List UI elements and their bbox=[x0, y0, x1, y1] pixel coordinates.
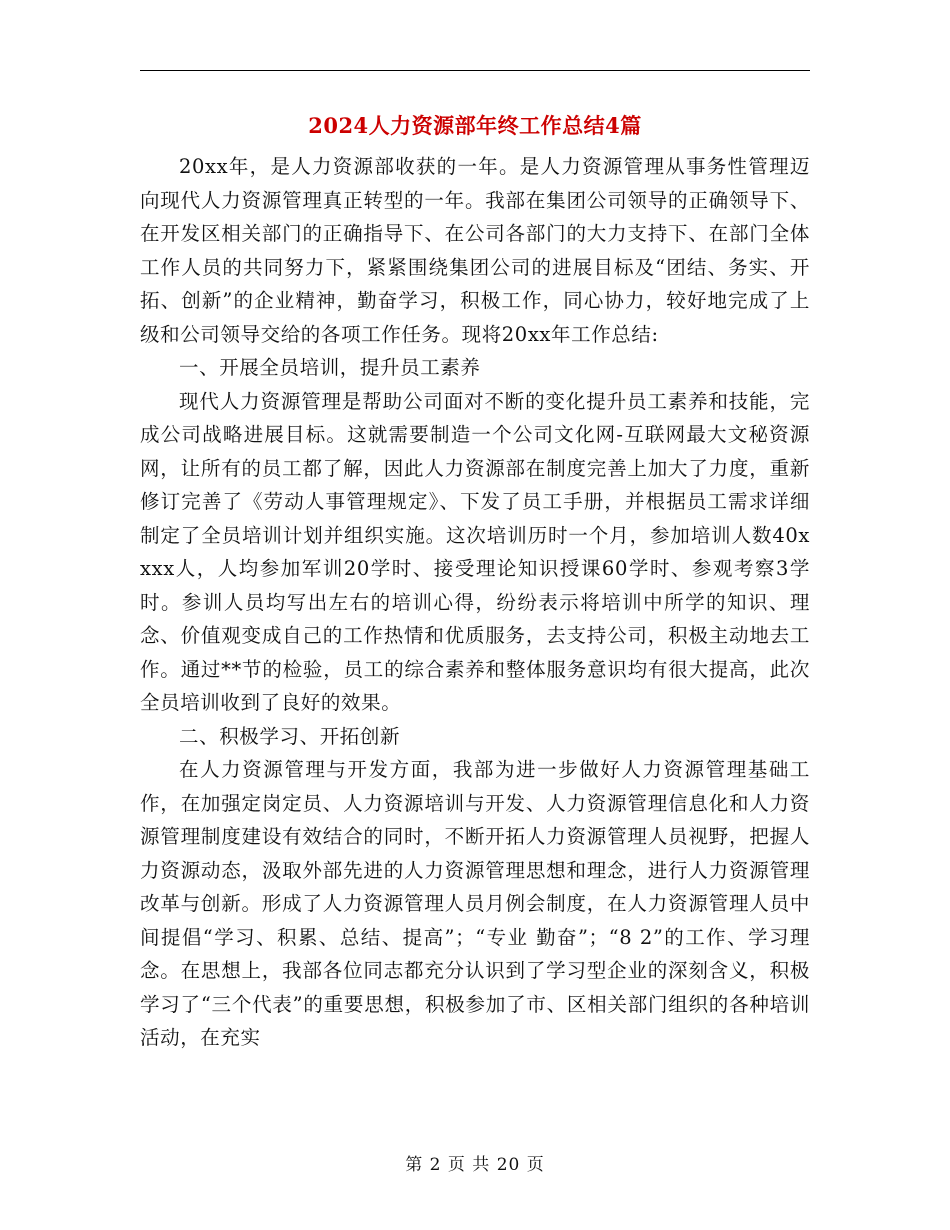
document-title: 2024人力资源部年终工作总结4篇 bbox=[308, 113, 642, 138]
document-body bbox=[140, 150, 810, 1055]
section-heading-2: 二、积极学习、开拓创新 bbox=[179, 724, 401, 748]
header-rule bbox=[140, 70, 810, 71]
paragraph-learning: 在人力资源管理与开发方面，我部为进一步做好人力资源管理基础工作，在加强定岗定员、人力资源培训与开发、人力资源管理信息化和人力资源管理制度建设有效结合的同时，不断开拓人力资源管理人员视野，把握人力资源动态，汲取外部先进的人力资源管理思想和理念，进行人力资源管理改革与创新。形成了人力资源管理人员月例会制度，在人力资源管理人员中间提倡“学习、积累、总结、提高”；“专业 勤奋”；“8 2”的工作、学习理念。在思想上，我部各位同志都充分认识到了学习型企业的深刻含义，积极学习了“三个代表”的重要思想，积极参加了市、区相关部门组织的各种培训活动，在充实 bbox=[140, 758, 810, 1049]
paragraph-training: 现代人力资源管理是帮助公司面对不断的变化提升员工素养和技能，完成公司战略进展目标。这就需要制造一个公司文化网-互联网最大文秘资源网，让所有的员工都了解，因此人力资源部在制度完善上加大了力度，重新修订完善了《劳动人事管理规定》、下发了员工手册，并根据员工需求详细制定了全员培训计划并组织实施。这次培训历时一个月，参加培训人数40xxxx人，人均参加军训20学时、接受理论知识授课60学时、参观考察3学时。参训人员均写出左右的培训心得，纷纷表示将培训中所学的知识、理念、价值观变成自己的工作热情和优质服务，去支持公司，积极主动地去工作。通过**节的检验，员工的综合素养和整体服务意识均有很大提高，此次全员培训收到了良好的效果。 bbox=[140, 389, 810, 714]
page-number-footer: 第 2 页 共 20 页 bbox=[405, 1155, 545, 1175]
paragraph-intro: 20xx年，是人力资源部收获的一年。是人力资源管理从事务性管理迈向现代人力资源管理真正转型的一年。我部在集团公司领导的正确领导下、在开发区相关部门的正确指导下、在公司各部门的大力支持下、在部门全体工作人员的共同努力下，紧紧围绕集团公司的进展目标及“团结、务实、开拓、创新”的企业精神，勤奋学习，积极工作，同心协力，较好地完成了上级和公司领导交给的各项工作任务。现将20xx年工作总结: bbox=[140, 155, 810, 346]
section-heading-1: 一、开展全员培训，提升员工素养 bbox=[179, 356, 481, 379]
